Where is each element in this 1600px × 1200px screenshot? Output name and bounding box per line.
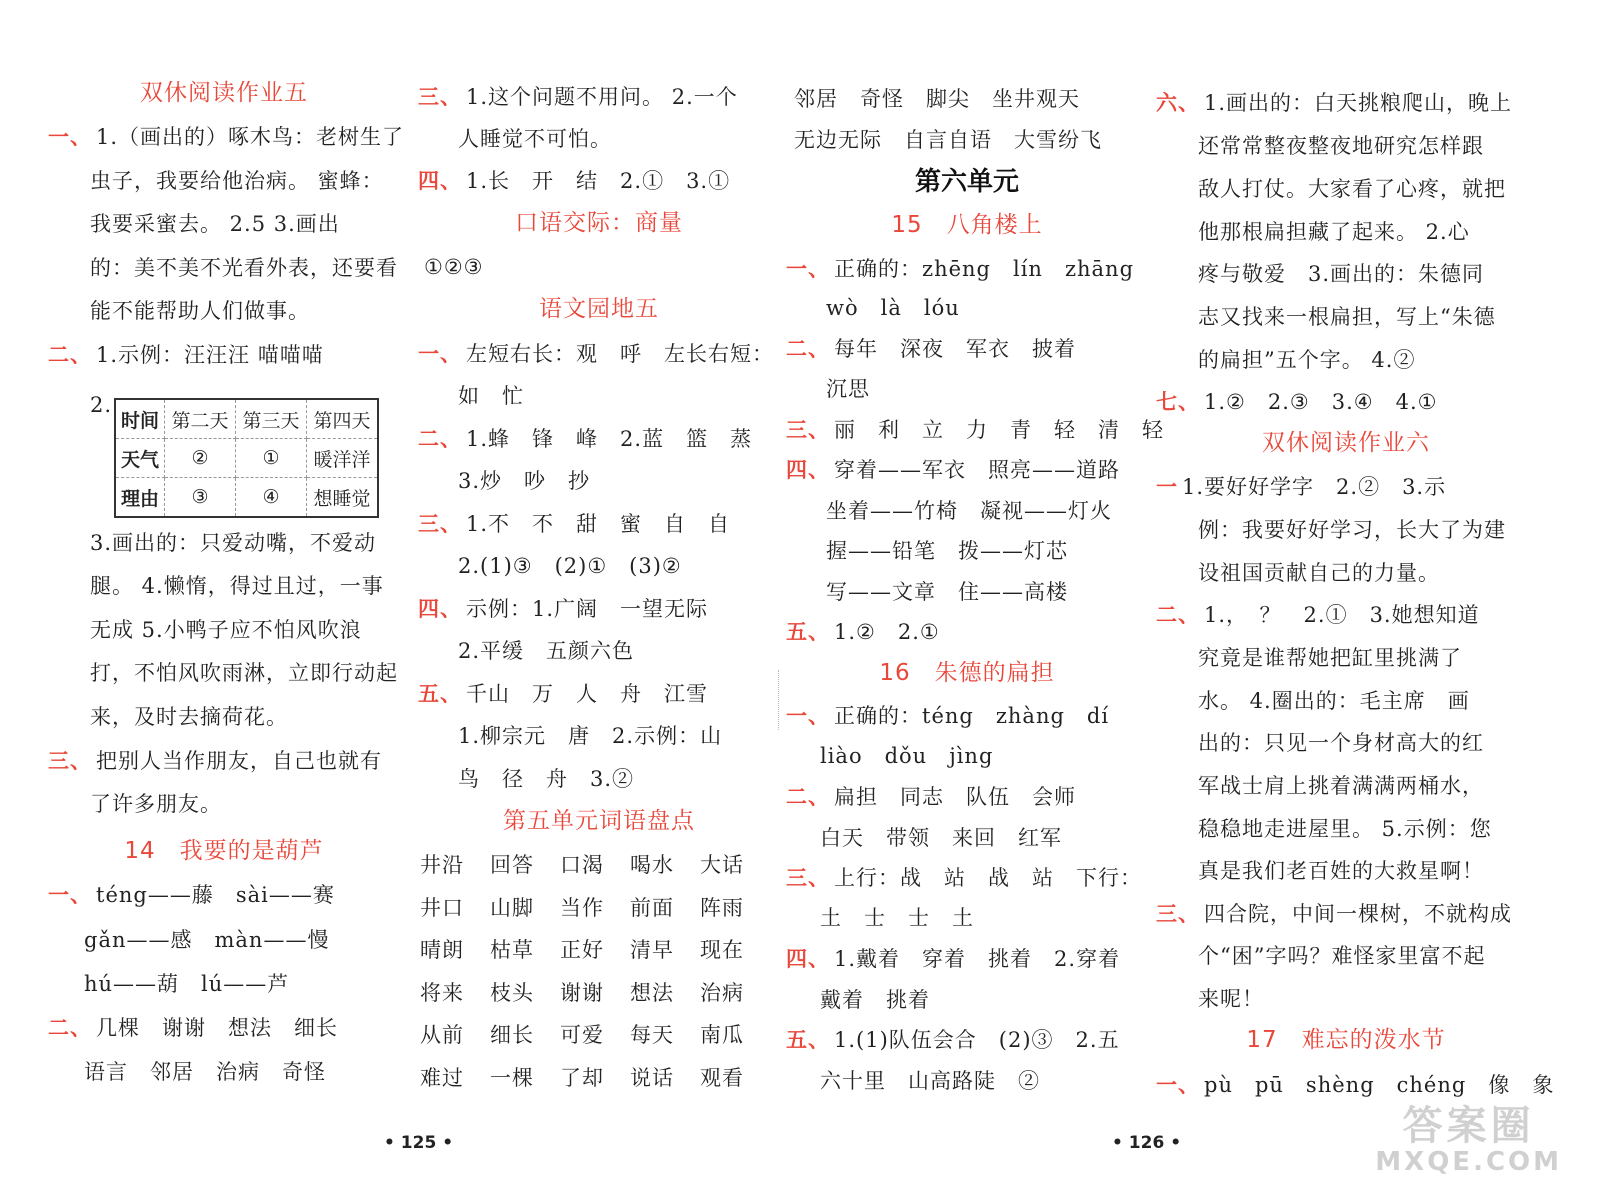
section-marker: 五、 (786, 1028, 830, 1052)
section-marker: 二、 (48, 343, 92, 367)
answer-line: 三、 把别人当作朋友，自己也就有 (48, 749, 382, 773)
word-item: 难过 (420, 1066, 464, 1090)
answer-line: 能不能帮助人们做事。 (90, 299, 310, 323)
answer-line: 来，及时去摘荷花。 (90, 705, 288, 729)
word-item: 说话 (630, 1066, 674, 1090)
answer-line: 如 忙 (458, 384, 524, 408)
answer-line: 土 士 士 土 (820, 906, 974, 930)
answer-line: 四、 1.长 开 结 2.① 3.① (418, 169, 731, 193)
section-marker: 二、 (786, 337, 830, 361)
answer-line: 邻居 奇怪 脚尖 坐井观天 (794, 87, 1080, 111)
answer-line: 四、 穿着——军衣 照亮——道路 (786, 458, 1120, 482)
answer-line: wò là lóu (826, 296, 960, 320)
answer-line: 水。 4.圈出的：毛主席 画 (1198, 689, 1470, 713)
table-cell: ① (236, 439, 307, 478)
section-marker: 五、 (418, 682, 462, 706)
answer-line: 人睡觉不可怕。 (458, 127, 612, 151)
section-marker: 四、 (418, 169, 462, 193)
word-item: 谢谢 (560, 980, 604, 1005)
answer-line: 一 1.要好好学字 2.② 3.示 (1156, 475, 1447, 499)
section-marker: 一、 (1156, 1073, 1200, 1097)
answer-line: 3.炒 吵 抄 (458, 469, 591, 493)
page-number-right: • 126 • (1112, 1133, 1182, 1153)
answer-line: 他那根扁担藏了起来。 2.心 (1198, 220, 1470, 244)
answer-line: 志又找来一根扁担，写上“朱德 (1198, 305, 1496, 329)
answer-line: 究竟是谁帮她把缸里挑满了 (1198, 646, 1462, 670)
answer-line: 七、 1.② 2.③ 3.④ 4.① (1156, 390, 1438, 414)
table-cell: 第三天 (236, 399, 307, 439)
word-item: 每天 (630, 1023, 674, 1048)
answer-line: 二、 1.， ？ 2.① 3.她想知道 (1156, 603, 1480, 627)
table-cell: ② (165, 439, 236, 478)
section-marker: 一、 (786, 257, 830, 281)
section-marker: 三、 (786, 418, 830, 442)
section-marker: 一、 (48, 125, 92, 149)
answer-line: 二、 1.示例：汪汪汪 喵喵喵 (48, 343, 324, 367)
answer-line: 真是我们老百姓的大救星啊！ (1198, 859, 1484, 883)
answer-line: 疼与敬爱 3.画出的：朱德同 (1198, 262, 1485, 286)
section-marker: 四、 (786, 947, 830, 971)
answer-line: 一、 1.（画出的）啄木鸟：老树生了 (48, 125, 405, 149)
table-cell: 第二天 (165, 399, 236, 439)
section-title: 双休阅读作业六 (1262, 430, 1430, 456)
lesson-title: 17 难忘的泼水节 (1246, 1027, 1446, 1053)
word-item: 口渴 (560, 853, 604, 877)
table-number: 2. (90, 393, 113, 417)
word-item: 山脚 (490, 895, 534, 920)
word-item: 井沿 (420, 853, 464, 877)
answer-line: 五、 1.(1)队伍会合 (2)③ 2.五 (786, 1028, 1120, 1052)
answer-line: 三、 1.不 不 甜 蜜 自 自 (418, 512, 731, 536)
section-marker: 一、 (786, 704, 830, 728)
word-item: 井口 (420, 895, 464, 920)
word-item: 当作 (560, 895, 604, 920)
word-item: 了却 (560, 1066, 604, 1090)
watermark-logo: 答案圈 MXQE.COM (1375, 1103, 1562, 1177)
page-number-left: • 125 • (384, 1133, 454, 1153)
section-title: 语文园地五 (539, 296, 659, 322)
word-item: 现在 (700, 938, 744, 963)
answer-line: ①②③ (424, 255, 484, 279)
answer-line: 四、 1.戴着 穿着 挑着 2.穿着 (786, 947, 1121, 971)
section-title: 第五单元词语盘点 (503, 808, 695, 834)
answer-line: 1.柳宗元 唐 2.示例：山 (458, 724, 723, 748)
section-marker: 一、 (48, 883, 92, 907)
answer-line: 的扁担”五个字。 4.② (1198, 348, 1416, 372)
section-marker: 四、 (786, 458, 830, 482)
word-item: 喝水 (630, 853, 674, 877)
answer-line: 出的：只见一个身材高大的红 (1198, 731, 1484, 755)
answer-line: 3.画出的：只爱动嘴，不爱动 (90, 531, 377, 555)
word-item: 正好 (560, 938, 604, 963)
answer-line: 还常常整夜整夜地研究怎样跟 (1198, 134, 1484, 158)
answer-line: 军战士肩上挑着满满两桶水， (1198, 774, 1484, 798)
word-item: 晴朗 (420, 938, 464, 963)
lesson-title: 16 朱德的扁担 (879, 660, 1055, 686)
word-item: 回答 (490, 853, 534, 877)
answer-line: 四、 示例：1.广阔 一望无际 (418, 597, 709, 621)
word-item: 从前 (420, 1023, 464, 1048)
answer-line: 六、 1.画出的：白天挑粮爬山，晚上 (1156, 91, 1513, 115)
answer-line: liào dǒu jìng (820, 744, 994, 768)
answer-line: 二、 扁担 同志 队伍 会师 (786, 785, 1076, 809)
answer-line: 的：美不美不光看外表，还要看 (90, 256, 398, 280)
answer-line: 无边无际 自言自语 大雪纷飞 (794, 128, 1102, 152)
section-marker: 一 (1156, 475, 1178, 499)
answer-line: 三、 丽 利 立 力 青 轻 清 轻 (786, 418, 1164, 442)
section-title: 口语交际：商量 (515, 210, 683, 236)
word-item: 一棵 (490, 1066, 534, 1090)
section-marker: 六、 (1156, 91, 1200, 115)
table-cell: 理由 (115, 478, 165, 518)
word-item: 观看 (700, 1066, 744, 1090)
section-marker: 三、 (48, 749, 92, 773)
lesson-title: 14 我要的是葫芦 (124, 838, 324, 864)
answer-line: 五、 1.② 2.① (786, 620, 940, 644)
answer-line: 握——铅笔 拨——灯芯 (826, 539, 1068, 563)
answer-line: 2.(1)③ (2)① (3)② (458, 554, 682, 578)
section-marker: 二、 (418, 427, 462, 451)
answer-line: 六十里 山高路陡 ② (820, 1069, 1040, 1093)
answer-line: 了许多朋友。 (90, 792, 222, 816)
word-item: 枯草 (490, 938, 534, 963)
table-cell: 第四天 (307, 399, 379, 439)
answer-line: 坐着——竹椅 凝视——灯火 (826, 499, 1112, 523)
lesson-title: 15 八角楼上 (891, 212, 1043, 238)
answer-line: 语言 邻居 治病 奇怪 (84, 1060, 326, 1084)
word-item: 想法 (630, 980, 674, 1005)
table-cell: ③ (165, 478, 236, 518)
section-marker: 三、 (1156, 902, 1200, 926)
section-marker: 五、 (786, 620, 830, 644)
table-row (115, 439, 378, 478)
word-item: 大话 (700, 853, 744, 877)
page-divider (778, 670, 780, 730)
answer-line: 三、 四合院，中间一棵树，不就构成 (1156, 902, 1512, 926)
section-marker: 七、 (1156, 390, 1200, 414)
section-marker: 四、 (418, 597, 462, 621)
table-cell: 天气 (115, 439, 165, 478)
answer-line: hú——葫 lú——芦 (84, 972, 290, 996)
answer-line: 二、 每年 深夜 军衣 披着 (786, 337, 1076, 361)
answer-line: 五、 千山 万 人 舟 江雪 (418, 682, 708, 706)
word-item: 治病 (700, 980, 744, 1005)
section-marker: 二、 (786, 785, 830, 809)
answer-line: 一、 téng——藤 sài——赛 (48, 883, 335, 907)
word-item: 枝头 (490, 980, 534, 1005)
answer-line: 一、 正确的：téng zhàng dí (786, 704, 1110, 728)
section-marker: 一、 (418, 342, 462, 366)
section-title: 双休阅读作业五 (140, 80, 308, 106)
answer-line: 戴着 挑着 (820, 988, 930, 1012)
answer-line: 无成 5.小鸭子应不怕风吹浪 (90, 618, 362, 642)
table-cell: 暖洋洋 (307, 439, 379, 478)
answer-line: 腿。 4.懒惰，得过且过，一事 (90, 574, 384, 598)
section-marker: 三、 (418, 512, 462, 536)
answer-line: gǎn——感 màn——慢 (84, 928, 330, 952)
answer-line: 写——文章 住——高楼 (826, 580, 1068, 604)
word-item: 可爱 (560, 1023, 604, 1048)
unit-title: 第六单元 (914, 167, 1019, 197)
answer-line: 三、 上行：战 站 战 站 下行： (786, 866, 1142, 890)
section-marker: 三、 (418, 85, 462, 109)
weather-table (114, 398, 379, 518)
word-item: 细长 (490, 1023, 534, 1048)
answer-line: 打，不怕风吹雨淋，立即行动起 (90, 661, 398, 685)
word-item: 清早 (630, 938, 674, 963)
answer-line: 一、 正确的：zhēng lín zhāng (786, 257, 1135, 281)
answer-line: 二、 1.蜂 锋 峰 2.蓝 篮 蒸 (418, 427, 753, 451)
section-marker: 二、 (48, 1016, 92, 1040)
answer-line: 例：我要好好学习，长大了为建 (1198, 518, 1506, 542)
answer-line: 敌人打仗。大家看了心疼，就把 (1198, 177, 1506, 201)
answer-line: 个“困”字吗？难怪家里富不起 (1198, 944, 1486, 968)
answer-line: 一、 pù pū shèng chéng 像 象 (1156, 1073, 1555, 1097)
answer-line: 2.平缓 五颜六色 (458, 639, 635, 663)
word-item: 南瓜 (700, 1023, 744, 1048)
table-cell: 时间 (115, 399, 165, 439)
word-item: 前面 (630, 895, 674, 920)
answer-line: 白天 带领 来回 红军 (820, 826, 1062, 850)
table-row (115, 399, 378, 439)
answer-line: 设祖国贡献自己的力量。 (1198, 561, 1440, 585)
answer-line: 虫子，我要给他治病。 蜜蜂： (90, 169, 384, 193)
answer-line: 一、 左短右长：观 呼 左长右短： (418, 342, 774, 366)
answer-line: 三、 1.这个问题不用问。 2.一个 (418, 85, 738, 109)
answer-line: 沉思 (826, 377, 870, 401)
word-item: 阵雨 (700, 895, 744, 920)
answer-line: 稳稳地走进屋里。 5.示例：您 (1198, 817, 1492, 841)
table-cell: 想睡觉 (307, 478, 379, 518)
answer-line: 来呢！ (1198, 987, 1264, 1011)
table-row (115, 478, 378, 518)
table-cell: ④ (236, 478, 307, 518)
answer-line: 二、 几棵 谢谢 想法 细长 (48, 1016, 338, 1040)
word-item: 将来 (420, 980, 464, 1005)
answer-line: 我要采蜜去。 2.5 3.画出 (90, 212, 340, 236)
answer-line: 鸟 径 舟 3.② (458, 767, 635, 791)
section-marker: 二、 (1156, 603, 1200, 627)
section-marker: 三、 (786, 866, 830, 890)
